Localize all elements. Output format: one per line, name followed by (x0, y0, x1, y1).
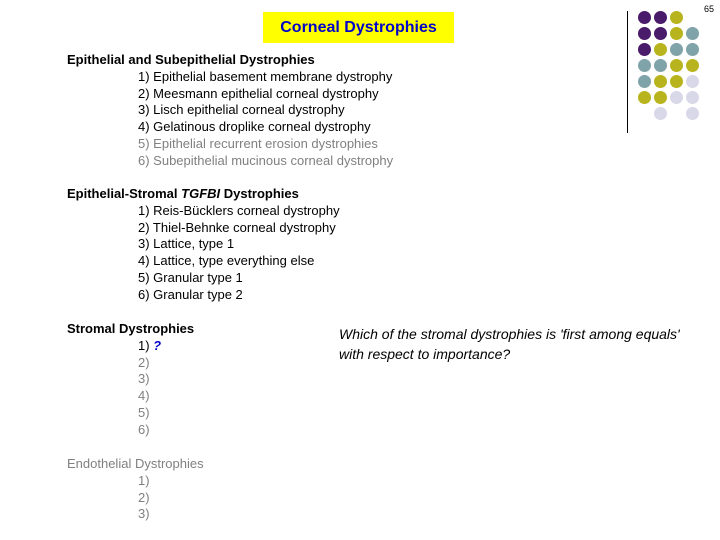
list-item: 2) Thiel-Behnke corneal dystrophy (138, 219, 336, 235)
decor-dot (686, 91, 699, 104)
list-item: 3) (138, 506, 150, 522)
list-item: 3) (138, 371, 150, 387)
decor-dot (670, 75, 683, 88)
section-epithelial-stromal (67, 186, 340, 304)
question-text: Which of the stromal dystrophies is 'first among equals' with respect to importance? (339, 326, 680, 362)
list-item: 2) (138, 354, 150, 370)
heading-gene-name: TGFBI (181, 186, 221, 201)
section-heading: Stromal Dystrophies (67, 321, 195, 336)
list-item (67, 338, 194, 355)
heading-part: Epithelial-Stromal (67, 186, 182, 201)
list-item: 3) Lattice, type 1 (138, 236, 235, 252)
section-stromal (67, 321, 194, 439)
decor-dot (638, 75, 651, 88)
list-item: 5) Epithelial recurrent erosion dystrophies (138, 135, 378, 151)
list-item: 6) Subepithelial mucinous corneal dystrophy (138, 152, 394, 168)
decor-dot (654, 91, 667, 104)
list-item: 4) Gelatinous droplike corneal dystrophy (138, 119, 371, 135)
decor-dot (638, 91, 651, 104)
decor-dot (670, 59, 683, 72)
list-item: 6) (138, 421, 150, 437)
decor-dot (686, 75, 699, 88)
section-heading: Endothelial Dystrophies (67, 456, 204, 471)
decor-dot (638, 59, 651, 72)
section-epithelial (67, 52, 393, 170)
decor-dot (670, 43, 683, 56)
decor-dot (670, 27, 683, 40)
decor-dot (654, 11, 667, 24)
heading-part: Dystrophies (220, 186, 299, 201)
question-mark: ? (153, 337, 162, 353)
section-heading: Epithelial and Subepithelial Dystrophies (67, 52, 315, 67)
list-item: 1) (138, 472, 150, 488)
decor-dot (654, 43, 667, 56)
item-number: 1) (138, 337, 154, 353)
decor-dot (670, 91, 683, 104)
decor-dot (638, 43, 651, 56)
decor-dot (686, 43, 699, 56)
list-item: 4) (138, 388, 150, 404)
decor-dot (638, 27, 651, 40)
decor-dot (686, 59, 699, 72)
list-item: 1) Reis-Bücklers corneal dystrophy (138, 202, 340, 218)
decor-dot (654, 107, 667, 120)
decor-dot (638, 11, 651, 24)
decor-dot (686, 107, 699, 120)
list-item: 1) Epithelial basement membrane dystrophy (138, 68, 393, 84)
section-endothelial (67, 456, 204, 523)
decor-dot (654, 27, 667, 40)
decor-dot (670, 11, 683, 24)
list-item: 5) Granular type 1 (138, 269, 243, 285)
list-item: 5) (138, 404, 150, 420)
section-heading (67, 186, 340, 203)
divider-line (627, 11, 628, 133)
page-number: 65 (703, 4, 714, 14)
list-item: 2) (138, 489, 150, 505)
decor-dot (654, 59, 667, 72)
list-item: 2) Meesmann epithelial corneal dystrophy (138, 85, 379, 101)
list-item: 3) Lisch epithelial corneal dystrophy (138, 102, 345, 118)
list-item: 6) Granular type 2 (138, 286, 243, 302)
decor-dot (654, 75, 667, 88)
page-title: Corneal Dystrophies (280, 18, 437, 36)
title-box (263, 12, 454, 43)
decor-dot (686, 27, 699, 40)
list-item: 4) Lattice, type everything else (138, 253, 315, 269)
